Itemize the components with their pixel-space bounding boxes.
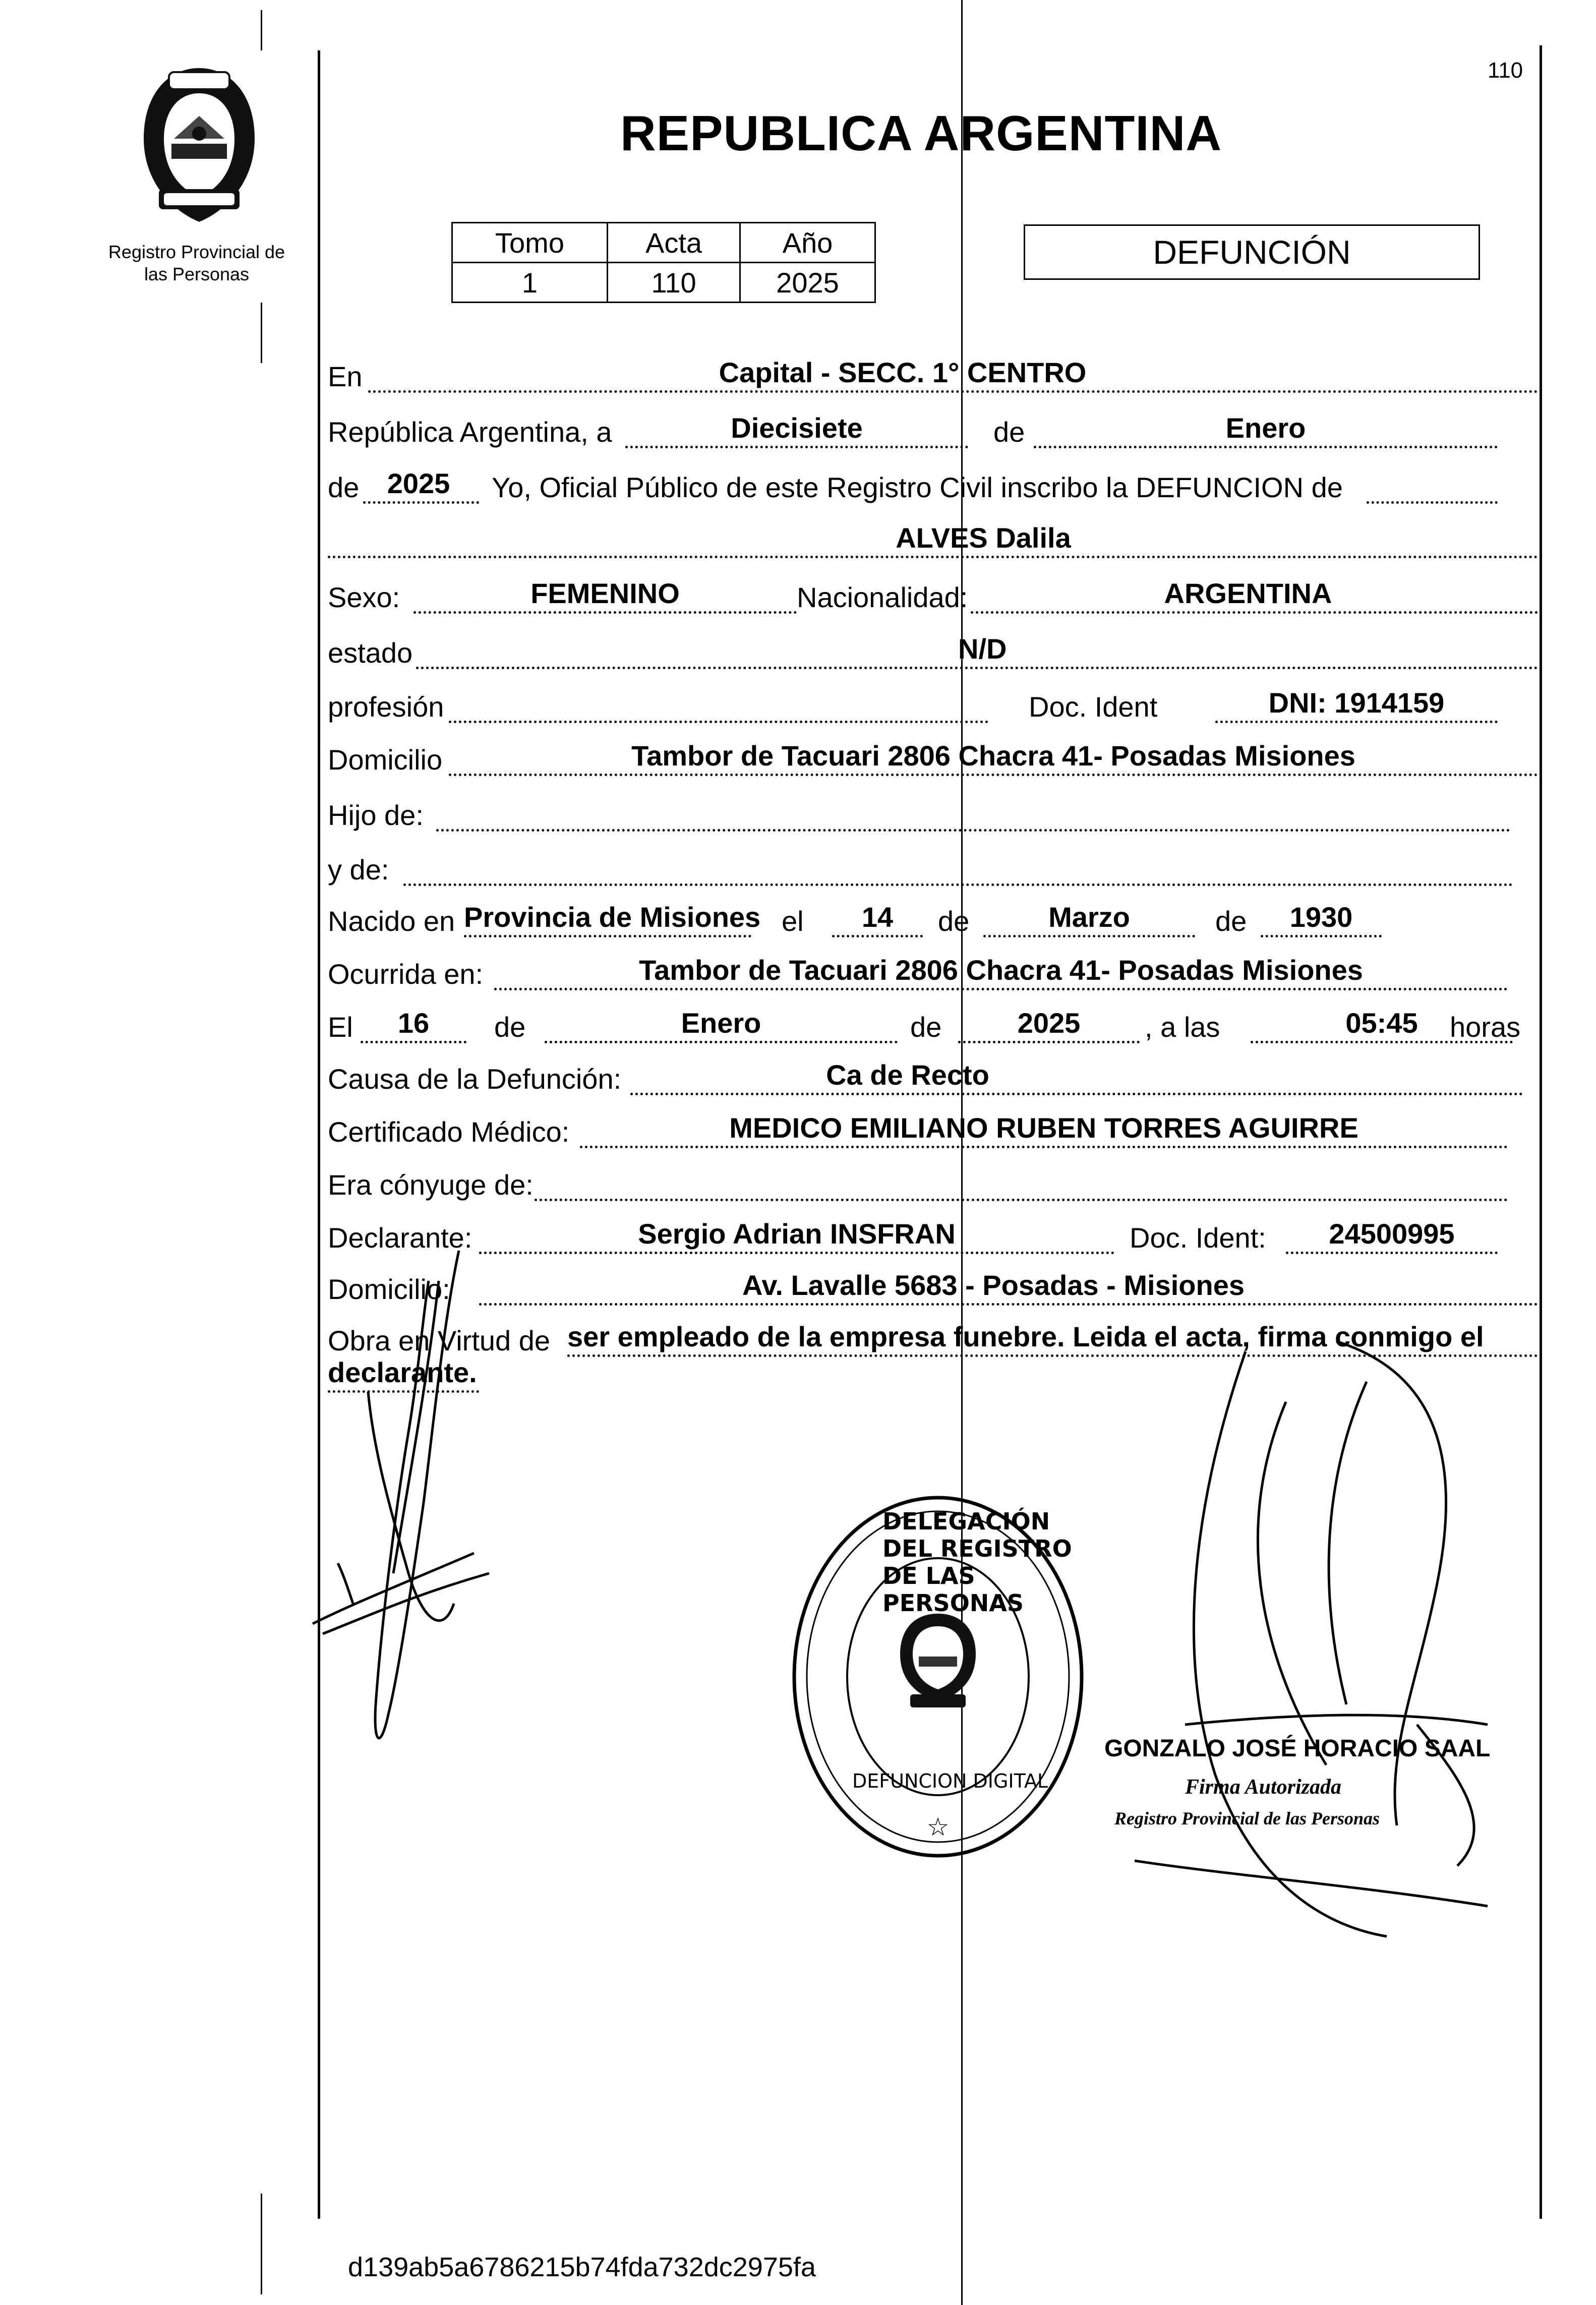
month-value: Enero: [1225, 412, 1306, 444]
nacido-value: Provincia de Misiones: [464, 901, 761, 933]
day-value: Diecisiete: [731, 412, 863, 444]
decl-domicilio-label: Domicilio:: [328, 1273, 450, 1305]
page-title: REPUBLICA ARGENTINA: [620, 105, 1222, 161]
row-fecha-defuncion: [328, 1003, 1538, 1044]
registry-label-line1: Registro Provincial de: [108, 242, 285, 262]
stamp-office: Registro Provincial de las Personas: [1114, 1808, 1380, 1828]
nacido-label: Nacido en: [328, 905, 455, 937]
doc-value: DNI: 1914159: [1268, 687, 1445, 719]
hijo-label: Hijo de:: [328, 799, 424, 831]
sexo-label: Sexo:: [328, 581, 400, 613]
ocurrida-value: Tambor de Tacuari 2806 Chacra 41- Posadas Misiones: [639, 954, 1363, 986]
estado-value: N/D: [958, 633, 1007, 665]
horas-label: horas: [1450, 1011, 1521, 1043]
conyuge-label: Era cónyuge de:: [328, 1169, 534, 1201]
stamp-name: GONZALO JOSÉ HORACIO SAAL: [1104, 1735, 1491, 1762]
seal-inner-text: DEFUNCION DIGITAL: [852, 1770, 1048, 1792]
birth-de1: de: [938, 905, 970, 937]
decl-domicilio-value: Av. Lavalle 5683 - Posadas - Misiones: [742, 1269, 1245, 1301]
decl-doc-value: 24500995: [1329, 1218, 1455, 1250]
declarant-signature: [292, 1220, 519, 1775]
declarante-value: Sergio Adrian INSFRAN: [638, 1218, 956, 1250]
death-day: 16: [397, 1007, 430, 1039]
causa-label: Causa de la Defunción:: [328, 1063, 622, 1095]
row-profesion: [328, 683, 1538, 724]
nacionalidad-label: Nacionalidad:: [797, 581, 968, 613]
provincia-misiones-logo: [129, 63, 270, 229]
birth-month: Marzo: [1048, 901, 1130, 933]
estado-label: estado: [328, 637, 413, 669]
death-year: 2025: [1017, 1007, 1081, 1039]
tomo-value: 1: [452, 263, 608, 303]
ano-header: Año: [740, 223, 875, 263]
ocurrida-label: Ocurrida en:: [328, 958, 484, 990]
registry-label-line2: las Personas: [144, 264, 250, 284]
svg-text:☆: ☆: [926, 1812, 950, 1842]
el2-label: El: [328, 1011, 353, 1043]
tomo-acta-ano-table: [451, 222, 876, 303]
obra-value2: declarante.: [328, 1356, 477, 1388]
death-de2: de: [910, 1011, 942, 1043]
row-estado: [328, 629, 1538, 670]
domicilio-label: Domicilio: [328, 744, 443, 776]
officer-text: Yo, Oficial Público de este Registro Civil inscribo la DEFUNCION de: [492, 471, 1343, 503]
row-en: [328, 353, 1538, 393]
sexo-value: FEMENINO: [530, 577, 680, 609]
alas-label: , a las: [1145, 1011, 1220, 1043]
row-certificado: [328, 1108, 1538, 1149]
acta-header: Acta: [608, 223, 740, 263]
row-domicilio: [328, 736, 1538, 777]
birth-day: 14: [861, 901, 894, 933]
year-value: 2025: [387, 467, 450, 499]
obra-label: Obra en Virtud de: [328, 1325, 551, 1356]
row-conyuge: [328, 1161, 1538, 1202]
row-nacido: [328, 898, 1538, 938]
deceased-name: ALVES Dalila: [896, 522, 1071, 554]
tomo-header: Tomo: [452, 223, 608, 263]
death-de1: de: [494, 1011, 526, 1043]
el-label: el: [782, 905, 804, 937]
document-hash: d139ab5a6786215b74fda732dc2975fa: [348, 2252, 816, 2282]
declarante-label: Declarante:: [328, 1222, 472, 1254]
ano-value: 2025: [740, 263, 875, 303]
row-causa: [328, 1055, 1538, 1096]
republica-label: República Argentina, a: [328, 416, 612, 448]
registry-seal: [787, 1488, 1089, 1866]
row-hijo: [328, 792, 1538, 832]
en-value: Capital - SECC. 1° CENTRO: [719, 357, 1087, 388]
de-label: de: [993, 416, 1025, 448]
row-sexo: [328, 574, 1538, 614]
nacionalidad-value: ARGENTINA: [1164, 577, 1332, 609]
certificado-value: MEDICO EMILIANO RUBEN TORRES AGUIRRE: [729, 1112, 1358, 1144]
stamp-role: Firma Autorizada: [1185, 1776, 1342, 1799]
row-ocurrida: [328, 951, 1538, 991]
domicilio-value: Tambor de Tacuari 2806 Chacra 41- Posadas Misiones: [631, 740, 1355, 772]
row-nombre: [328, 518, 1538, 559]
profesion-label: profesión: [328, 691, 444, 723]
official-signature: [1135, 1321, 1518, 2002]
death-month: Enero: [681, 1007, 761, 1039]
row-fecha: [328, 408, 1538, 449]
decl-doc-label: Doc. Ident:: [1130, 1222, 1266, 1254]
page-number: 110: [1488, 58, 1523, 83]
de-year-label: de: [328, 471, 360, 503]
record-type-box: DEFUNCIÓN: [1024, 224, 1480, 280]
birth-year: 1930: [1289, 901, 1353, 933]
acta-value: 110: [608, 263, 740, 303]
registry-label: [86, 241, 308, 285]
birth-de2: de: [1215, 905, 1247, 937]
seal-outer-text: DELEGACIÓN DEL REGISTRO DE LAS PERSONAS: [882, 1508, 1072, 1617]
causa-value: Ca de Recto: [826, 1059, 989, 1091]
doc-label: Doc. Ident: [1029, 691, 1158, 723]
row-oficial: [328, 464, 1538, 504]
row-yde: [328, 846, 1538, 886]
yde-label: y de:: [328, 854, 389, 885]
certificado-label: Certificado Médico:: [328, 1116, 570, 1148]
death-time: 05:45: [1345, 1007, 1418, 1039]
obra-value: ser empleado de la empresa funebre. Leida el acta, firma conmigo el: [567, 1321, 1484, 1352]
en-label: En: [328, 361, 363, 392]
